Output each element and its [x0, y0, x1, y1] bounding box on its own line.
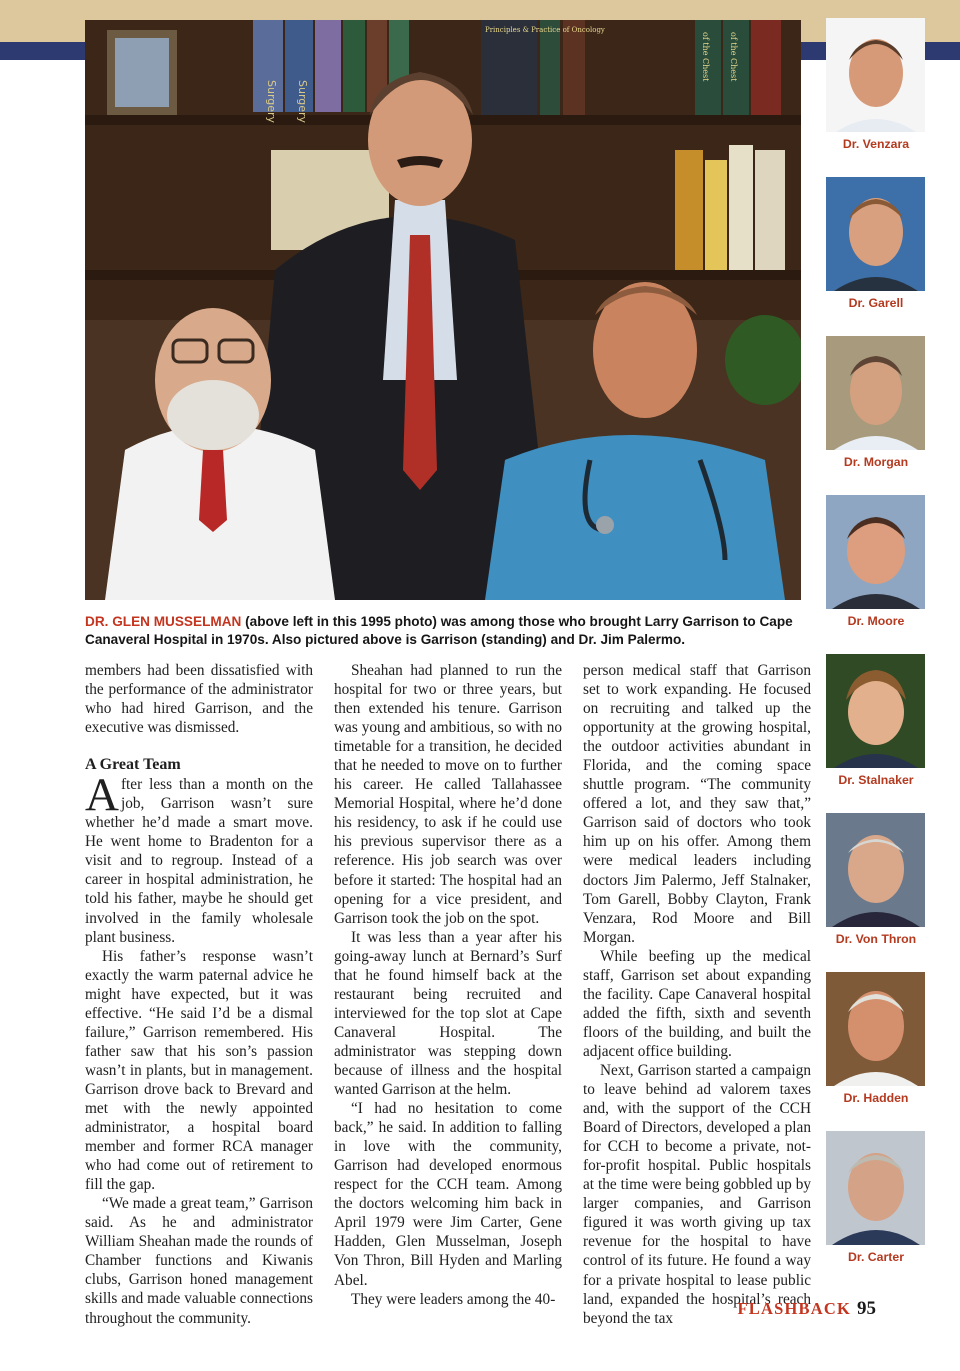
- paragraph: “I had no hesitation to come back,” he said. In addition to falling in love with the community, Garrison had developed enormous respect for the CCH team. Among the doctors welcoming him back in April 1979 were Jim Carter, Gene Hadden, Glen Musselman, Joseph Von Thron, Bill Hyden and Marling Abel.: [334, 1100, 562, 1289]
- paragraph-with-dropcap: [85, 769, 313, 946]
- paragraph: His father’s response wasn’t exactly the warm paternal advice he might have expected, but it was effective. “He said I’d be a dismal failure,” Garrison remembered. His father saw that his son’s passion wasn’t in plants, but in management. Garrison drove back to Brevard and met with the newly appointed administrator, a hospital board member and former RCA manager who had come out of retirement to fill the gap.: [85, 947, 313, 1194]
- paragraph: Sheahan had planned to run the hospital for two or three years, but then extended his tenure. Garrison was young and ambitious, so with no timetable for a transition, he decided that he needed to move on to further his career. He called Tallahassee Memorial Hospital, where he’d done his residency, to ask if he could use his previous supervisor there as a reference. His job search was over before it started: The hospital had an opening for a vice president, and Garrison took the job on the spot.: [334, 662, 562, 927]
- paragraph-text: fter less than a month on the job, Garrison wasn’t sure whether he’d made a smart move. He went home to Bradenton for a visit and to regroup. Instead of a career in hospital administration, he told his father, maybe he should get involved in the family wholesale plant business.: [85, 776, 313, 946]
- book-spine-label: of the Chest: [729, 32, 738, 82]
- portrait-photo: [826, 18, 925, 132]
- caption-lead: DR. GLEN MUSSELMAN: [85, 614, 242, 629]
- article-column-3: [583, 661, 811, 1328]
- page-footer: [738, 1298, 876, 1320]
- portrait-card: [826, 972, 926, 1131]
- main-photo-illustration: [85, 20, 801, 600]
- portrait-name: Dr. Morgan: [843, 455, 909, 469]
- portrait-photo: [826, 1131, 925, 1245]
- portrait-name: Dr. Von Thron: [835, 932, 917, 946]
- paragraph: While beefing up the medical staff, Garrison set about expanding the facility. Cape Canaveral hospital added the fifth, sixth and seventh floors of the building, and built the adjacent office building.: [583, 947, 811, 1060]
- portrait-card: [826, 495, 926, 654]
- paragraph: members had been dissatisfied with the performance of the administrator who had hired Garrison, and the executive was dismissed.: [85, 662, 313, 737]
- article-column-2: [334, 661, 562, 1309]
- doctor-portrait-sidebar: [826, 18, 926, 1290]
- portrait-card: [826, 18, 926, 177]
- paragraph: person medical staff that Garrison set to work expanding. He focused on recruiting and talked up the opportunity at the growing hospital, the outdoor activities abundant in Florida, and the coming space shuttle program. “The community offered a lot, and they saw that,” Garrison said of doctors who took him up on his offer. Among them were medical leaders including doctors Jim Palermo, Jeff Stalnaker, Tom Garell, Bobby Clayton, Frank Venzara, Rod Moore and Bill Morgan.: [583, 662, 811, 946]
- portrait-photo: [826, 336, 925, 450]
- portrait-photo: [826, 972, 925, 1086]
- book-spine-label: Principles & Practice of Oncology: [485, 26, 605, 34]
- portrait-card: [826, 336, 926, 495]
- portrait-card: [826, 813, 926, 972]
- book-spine-label: of the Chest: [701, 32, 710, 82]
- paragraph: It was less than a year after his going-away lunch at Bernard’s Surf that he found himself back at the restaurant being recruited and interviewed for the top slot at Cape Canaveral Hospital. The administrator was stepping down because of illness and the hospital wanted Garrison at the helm.: [334, 928, 562, 1099]
- portrait-card: [826, 1131, 926, 1290]
- photo-caption: [85, 613, 805, 649]
- portrait-photo: [826, 813, 925, 927]
- article-column-1: [85, 661, 313, 1328]
- section-subhead: A Great Team: [85, 756, 181, 774]
- portrait-name: Dr. Carter: [847, 1250, 905, 1264]
- book-spine-label: Surgery: [296, 80, 309, 124]
- portrait-card: [826, 177, 926, 336]
- portrait-photo: [826, 177, 925, 291]
- portrait-photo: [826, 495, 925, 609]
- caption-text: (above left in this 1995 photo) was among those who brought Larry Garrison to Cape Canaveral Hospital in 1970s. Also pictured above is Garrison (standing) and Dr. Jim Palermo.: [85, 614, 793, 647]
- portrait-name: Dr. Venzara: [842, 137, 910, 151]
- portrait-card: [826, 654, 926, 813]
- book-spine-label: Surgery: [265, 80, 278, 124]
- portrait-photo: [826, 654, 925, 768]
- portrait-name: Dr. Hadden: [843, 1091, 909, 1105]
- main-photo: [85, 20, 801, 600]
- portrait-name: Dr. Garell: [848, 296, 904, 310]
- page-number: 95: [857, 1298, 876, 1319]
- drop-cap: A: [85, 769, 119, 822]
- section-name: FLASHBACK: [737, 1299, 851, 1318]
- portrait-name: Dr. Stalnaker: [838, 773, 914, 787]
- paragraph: “We made a great team,” Garrison said. As he and administrator William Sheahan made the rounds of Chamber functions and Kiwanis clubs, Garrison honed management skills and made valuable connections throughout the community.: [85, 1195, 313, 1327]
- paragraph: They were leaders among the 40-: [351, 1290, 556, 1308]
- portrait-name: Dr. Moore: [847, 614, 905, 628]
- paragraph: Next, Garrison started a campaign to leave behind ad valorem taxes and, with the support of the CCH Board of Directors, developed a plan for CCH to become a private, not-for-profit hospital. Public hospitals at the time were being gobbled up by larger companies, and Garrison figured it was worth giving up tax revenue for the hospital to have control of its future. He found a way for a private hospital to lease public land, expanded the hospital’s reach beyond the tax: [583, 1061, 811, 1327]
